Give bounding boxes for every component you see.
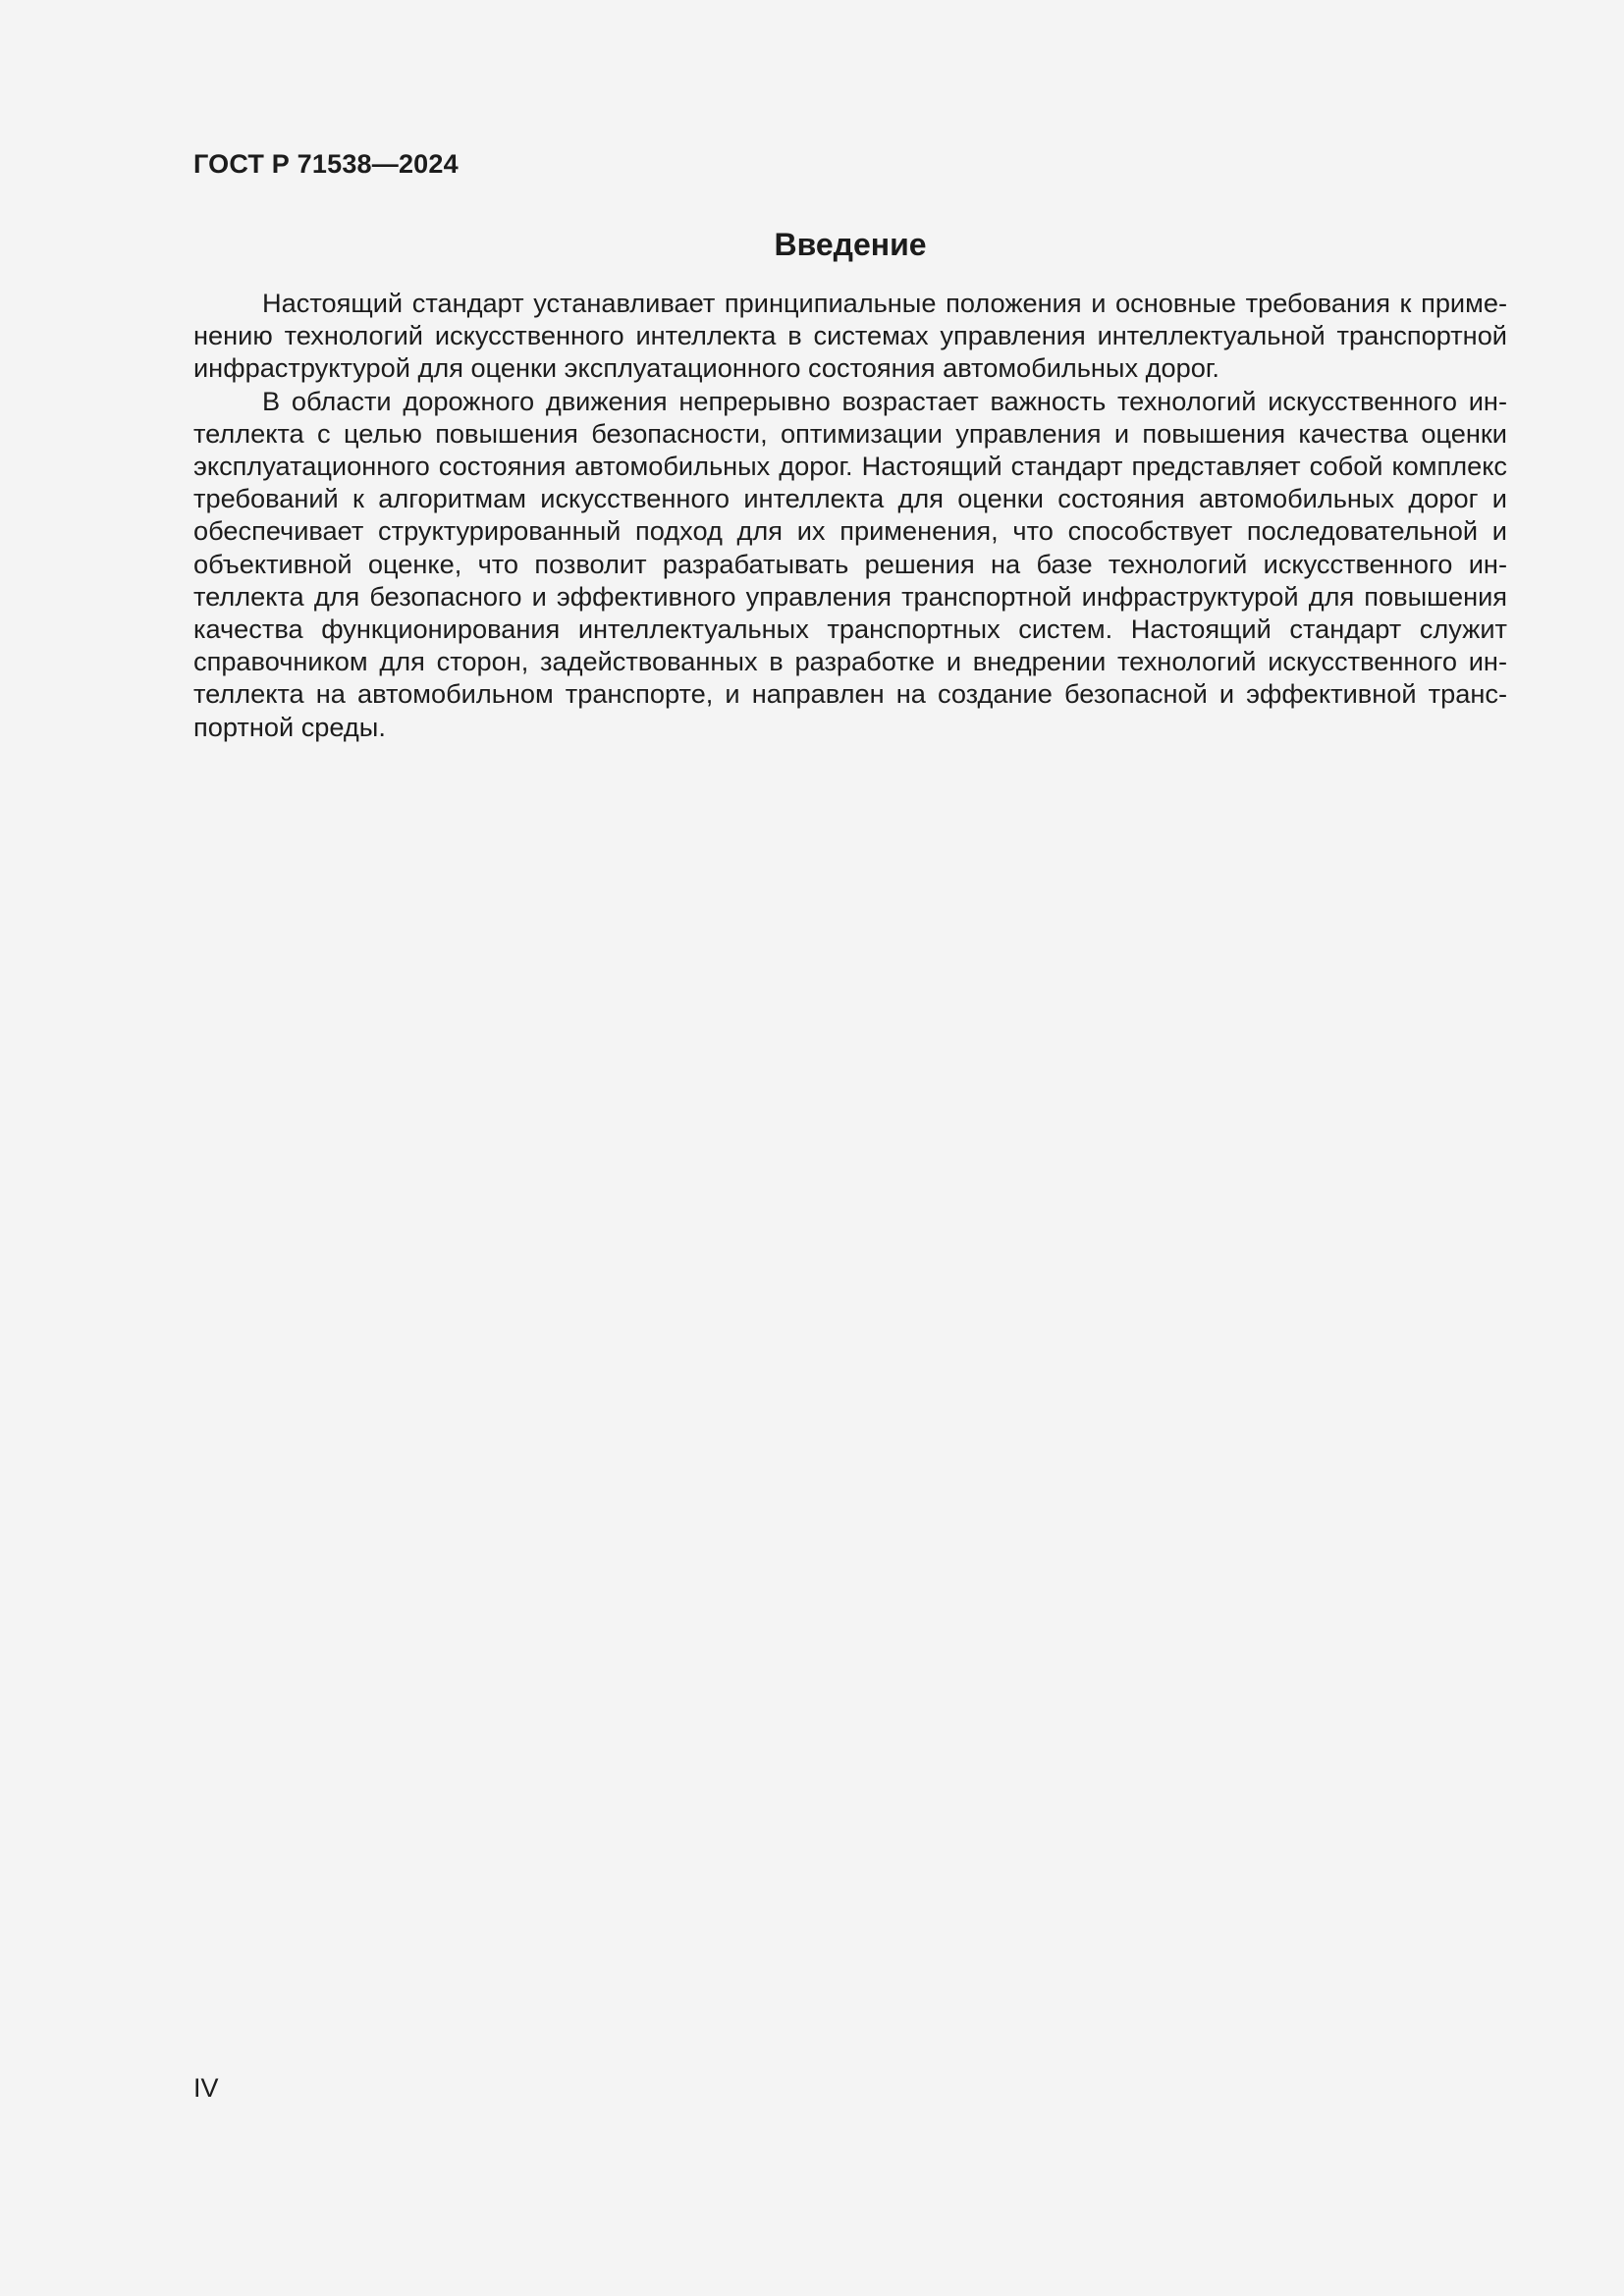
- paragraph-2: В области дорожного движения непрерывно возрастает важность технологий искусственного интеллекта с целью повышения безопасности, оптимизации управления и повышения качества оценки эксплуатационного состояния автомобильных дорог. Настоящий стандарт представляет собой комплекс требований к алгоритмам искусственного интеллекта для оценки состояния автомобильных дорог и обеспечивает структурированный подход для их применения, что способствует последовательной и объективной оценке, что позволит разрабатывать решения на базе технологий искусственного интеллекта для безопасного и эффективного управления транспортной инфраструктурой для повышения качества функционирования интеллектуальных транспортных систем. Настоящий стандарт служит справочником для сторон, задействованных в разработке и внедрении технологий искусственного интеллекта на автомобильном транспорте, и направлен на создание безопасной и эффективной транспортной среды.: [193, 385, 1507, 742]
- body-text: [193, 287, 1507, 743]
- section-title: Введение: [774, 227, 927, 262]
- document-header-code: ГОСТ Р 71538—2024: [193, 149, 459, 179]
- paragraph-1: Настоящий стандарт устанавливает принципиальные положения и основные требования к применению технологий искусственного интеллекта в системах управления интеллектуальной транспортной инфраструктурой для оценки эксплуатационного состояния автомобильных дорог.: [193, 288, 1507, 384]
- page-number: IV: [193, 2073, 219, 2103]
